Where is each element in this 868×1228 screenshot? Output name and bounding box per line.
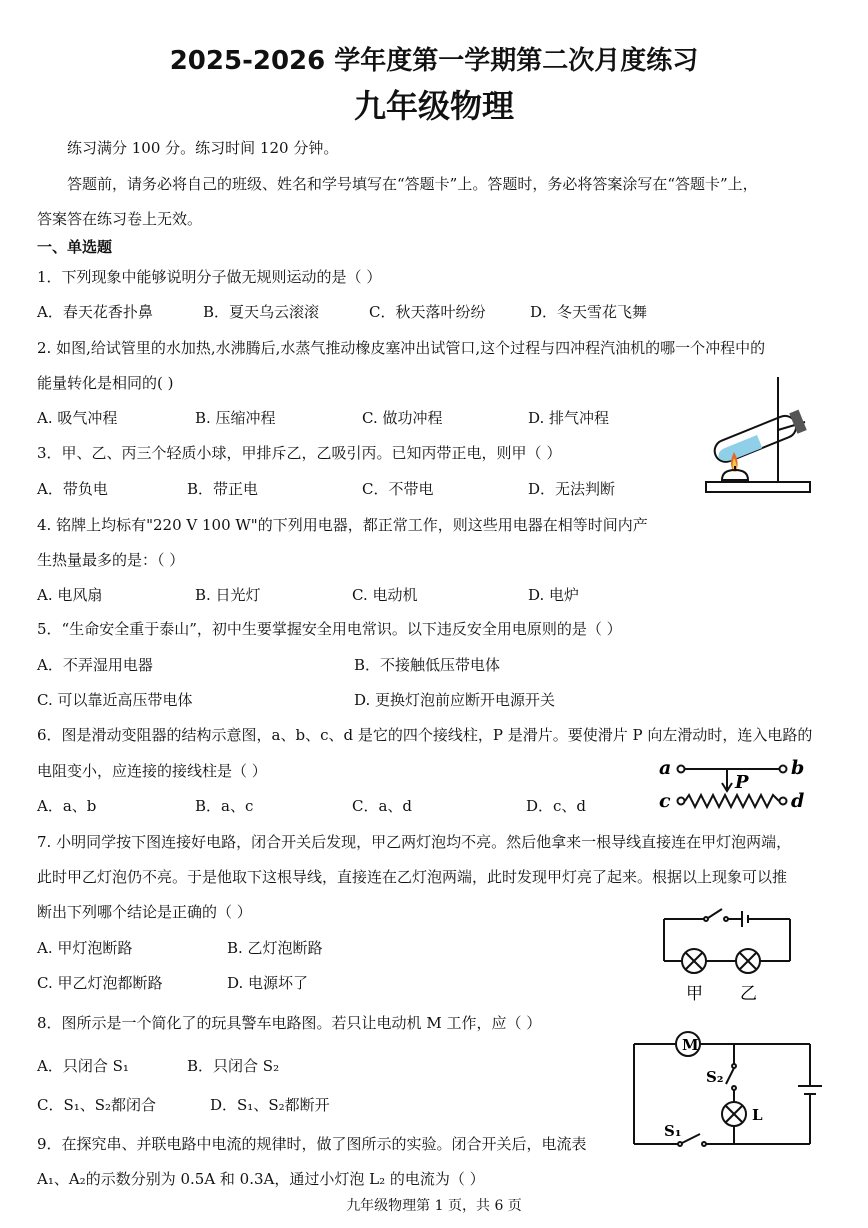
exam-subtitle: 九年级物理	[353, 87, 514, 125]
question-2-stem-line-1: 2. 如图,给试管里的水加热,水沸腾后,水蒸气推动橡皮塞冲出试管口,这个过程与四冲程汽油机的哪一个冲程中的	[37, 339, 766, 357]
question-3-option-a: A．带负电	[37, 480, 108, 498]
question-2-option-b: B. 压缩冲程	[195, 409, 276, 427]
instructions-line-1: 练习满分 100 分。练习时间 120 分钟。	[67, 139, 339, 157]
terminal-b-label: b	[791, 757, 805, 779]
switch-s2-label: S₂	[706, 1068, 724, 1086]
switch-s1-label: S₁	[664, 1122, 682, 1140]
terminal-a-label: a	[659, 757, 672, 779]
question-2-option-a: A. 吸气冲程	[37, 409, 118, 427]
bulbs-circuit-figure	[660, 905, 810, 1005]
question-3-stem: 3．甲、乙、丙三个轻质小球，甲排斥乙，乙吸引丙。已知丙带正电，则甲（ ）	[37, 444, 562, 462]
question-8-option-d: D．S₁、S₂都断开	[210, 1096, 330, 1114]
terminal-c-label: c	[659, 790, 671, 812]
lamp-label: L	[752, 1106, 763, 1124]
question-3-option-b: B．带正电	[187, 480, 259, 498]
question-4-option-a: A. 电风扇	[37, 586, 103, 604]
test-tube-apparatus-figure	[700, 372, 820, 502]
question-5-option-a: A．不弄湿用电器	[37, 656, 153, 674]
question-7-option-d: D. 电源坏了	[227, 974, 309, 992]
police-car-circuit-figure	[630, 1028, 830, 1158]
question-4-option-d: D. 电炉	[528, 586, 580, 604]
exam-title: 2025-2026 学年度第一学期第二次月度练习	[169, 46, 699, 76]
question-8-option-b: B．只闭合 S₂	[187, 1057, 280, 1075]
question-7-option-b: B. 乙灯泡断路	[227, 939, 323, 957]
terminal-d-label: d	[791, 790, 805, 812]
question-8-stem: 8．图所示是一个简化了的玩具警车电路图。若只让电动机 M 工作，应（ ）	[37, 1014, 542, 1032]
question-7-option-c: C. 甲乙灯泡都断路	[37, 974, 163, 992]
question-4-stem-line-2: 生热量最多的是：（ ）	[37, 551, 185, 569]
section-heading: 一、单选题	[37, 238, 113, 256]
motor-label: M	[682, 1036, 699, 1054]
slider-p-label: P	[735, 772, 749, 793]
question-7-stem-line-2: 此时甲乙灯泡仍不亮。于是他取下这根导线，直接连在乙灯泡两端，此时发现甲灯亮了起来。根据以上现象可以推	[37, 868, 788, 886]
question-3-option-d: D．无法判断	[528, 480, 616, 498]
question-4-stem-line-1: 4. 铭牌上均标有"220 V 100 W"的下列用电器，都正常工作，则这些用电器在相等时间内产	[37, 516, 648, 534]
question-6-option-c: C．a、d	[352, 797, 413, 815]
question-1-option-c: C．秋天落叶纷纷	[369, 303, 486, 321]
question-6-option-b: B．a、c	[195, 797, 254, 815]
question-7-option-a: A. 甲灯泡断路	[37, 939, 133, 957]
bulb-jia-label: 甲	[686, 984, 703, 1004]
question-1-option-b: B．夏天乌云滚滚	[203, 303, 320, 321]
question-4-option-c: C. 电动机	[352, 586, 418, 604]
question-8-option-c: C．S₁、S₂都闭合	[37, 1096, 157, 1114]
question-8-option-a: A．只闭合 S₁	[37, 1057, 129, 1075]
question-2-stem-line-2: 能量转化是相同的( )	[37, 374, 174, 392]
question-5-option-d: D. 更换灯泡前应断开电源开关	[354, 691, 556, 709]
question-6-option-a: A．a、b	[37, 797, 97, 815]
question-6-stem-line-2: 电阻变小，应连接的接线柱是（ ）	[37, 762, 267, 780]
question-9-stem-line-1: 9．在探究串、并联电路中电流的规律时，做了图所示的实验。闭合开关后，电流表	[37, 1135, 587, 1153]
page-footer: 九年级物理第 1 页，共 6 页	[346, 1198, 522, 1214]
question-5-option-c: C. 可以靠近高压带电体	[37, 691, 193, 709]
question-9-stem-line-2: A₁、A₂的示数分别为 0.5A 和 0.3A，通过小灯泡 L₂ 的电流为（ ）	[37, 1170, 485, 1188]
question-3-option-c: C．不带电	[362, 480, 434, 498]
question-4-option-b: B. 日光灯	[195, 586, 261, 604]
question-7-stem-line-3: 断出下列哪个结论是正确的（ ）	[37, 903, 252, 921]
rheostat-figure	[655, 755, 815, 813]
question-1-stem: 1．下列现象中能够说明分子做无规则运动的是（ ）	[37, 268, 382, 286]
question-7-stem-line-1: 7. 小明同学按下图连接好电路，闭合开关后发现，甲乙两灯泡均不亮。然后他拿来一根导线直接连在甲灯泡两端，	[37, 833, 792, 851]
question-1-option-d: D．冬天雪花飞舞	[530, 303, 648, 321]
bulb-yi-label: 乙	[740, 984, 757, 1004]
question-6-stem-line-1: 6．图是滑动变阻器的结构示意图，a、b、c、d 是它的四个接线柱，P 是滑片。要使滑片 P 向左滑动时，连入电路的	[37, 726, 813, 744]
instructions-line-3: 答案答在练习卷上无效。	[37, 210, 203, 228]
instructions-line-2: 答题前，请务必将自己的班级、姓名和学号填写在“答题卡”上。答题时，务必将答案涂写在“答题卡”上，	[67, 175, 758, 193]
question-5-stem: 5．“生命安全重于泰山”，初中生要掌握安全用电常识。以下违反安全用电原则的是（ ）	[37, 620, 622, 638]
question-1-option-a: A．春天花香扑鼻	[37, 303, 153, 321]
question-2-option-c: C. 做功冲程	[362, 409, 443, 427]
question-6-option-d: D．c、d	[526, 797, 587, 815]
question-2-option-d: D. 排气冲程	[528, 409, 610, 427]
question-5-option-b: B．不接触低压带电体	[354, 656, 501, 674]
